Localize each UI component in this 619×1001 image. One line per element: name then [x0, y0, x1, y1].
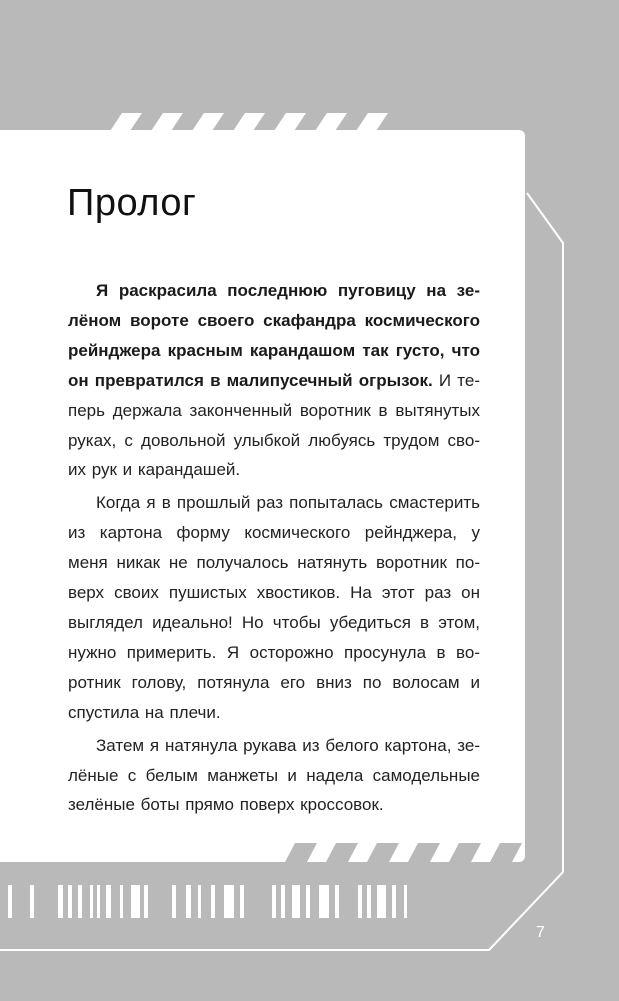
stripe [315, 113, 347, 131]
barcode-bar [358, 885, 362, 918]
text-line: нужно примерить. Я осторожно просунула в во- [68, 642, 480, 662]
barcode-bar [224, 885, 234, 918]
text-line: руках, с довольной улыбкой любуясь трудом сво- [68, 430, 480, 450]
barcode-bar [198, 885, 201, 918]
paragraph-2 [68, 488, 480, 727]
barcode-bar [211, 885, 215, 918]
barcode-bar [8, 885, 12, 918]
text-line: меня никак не получалось натянуть воротник по- [68, 553, 480, 573]
barcode-bar [90, 885, 93, 918]
stripe [490, 843, 522, 862]
barcode-bar [392, 885, 396, 918]
barcode-bar [97, 885, 100, 918]
chapter-title: Пролог [67, 182, 197, 224]
text-line: перь держала законченный воротник в вытянутых [68, 400, 480, 420]
text-line: Когда я в прошлый раз попыталась смастерить [96, 493, 480, 513]
paragraph-1 [68, 276, 480, 485]
stripe [151, 113, 183, 131]
stripe [367, 843, 399, 862]
stripe [449, 843, 481, 862]
barcode-bar [404, 885, 407, 918]
barcode-bar [281, 885, 285, 918]
chapter-text [68, 276, 480, 823]
text-line: их рук и карандашей. [68, 460, 241, 480]
text-line: он превратился в малипусечный огрызок. И те- [68, 370, 480, 390]
bottom-stripes [285, 843, 522, 862]
barcode-bar [306, 885, 310, 918]
page-number: 7 [536, 924, 545, 941]
text-line: выглядел идеально! Но чтобы убедиться в этом, [68, 612, 480, 632]
text-line: Затем я натянула рукава из белого картона, зе- [96, 735, 480, 755]
text-line: верх своих пушистых хвостиков. На этот раз он [68, 583, 480, 603]
top-stripes [110, 113, 388, 131]
text-line: спустила на плечи. [68, 702, 221, 722]
barcode-bar [131, 885, 140, 918]
text-line: лёные с белым манжеты и надела самодельные [68, 765, 480, 785]
stripe [356, 113, 388, 131]
text-line: из картона форму космического рейнджера, у [68, 523, 480, 543]
barcode-bar [30, 885, 34, 918]
text-line: зелёные боты прямо поверх кроссовок. [68, 795, 384, 815]
barcode-bar [319, 885, 329, 918]
barcode-bar [78, 885, 82, 918]
barcode-bar [120, 885, 123, 918]
barcode-bar [377, 885, 386, 918]
barcode-bar [172, 885, 176, 918]
paragraph-3 [68, 731, 480, 821]
stripe [408, 843, 440, 862]
barcode-bar [106, 885, 111, 918]
text-line: лёном вороте своего скафандра космического [68, 310, 480, 330]
barcode-bar [68, 885, 72, 918]
barcode-bar [58, 885, 63, 918]
barcode-bar [240, 885, 244, 918]
stripe [192, 113, 224, 131]
barcode-bar [272, 885, 276, 918]
barcode-bar [335, 885, 339, 918]
text-line: ротник голову, потянула его вниз по волосам и [68, 672, 480, 692]
barcode-decoration [8, 885, 407, 918]
text-line: Я раскрасила последнюю пуговицу на зе- [96, 281, 480, 300]
barcode-bar [367, 885, 371, 918]
barcode-bar [292, 885, 300, 918]
stripe [326, 843, 358, 862]
stripe [110, 113, 142, 131]
text-line: рейнджера красным карандашом так густо, что [68, 340, 480, 360]
barcode-bar [186, 885, 191, 918]
stripe [233, 113, 265, 131]
stripe [274, 113, 306, 131]
stripe [285, 843, 317, 862]
barcode-bar [144, 885, 148, 918]
